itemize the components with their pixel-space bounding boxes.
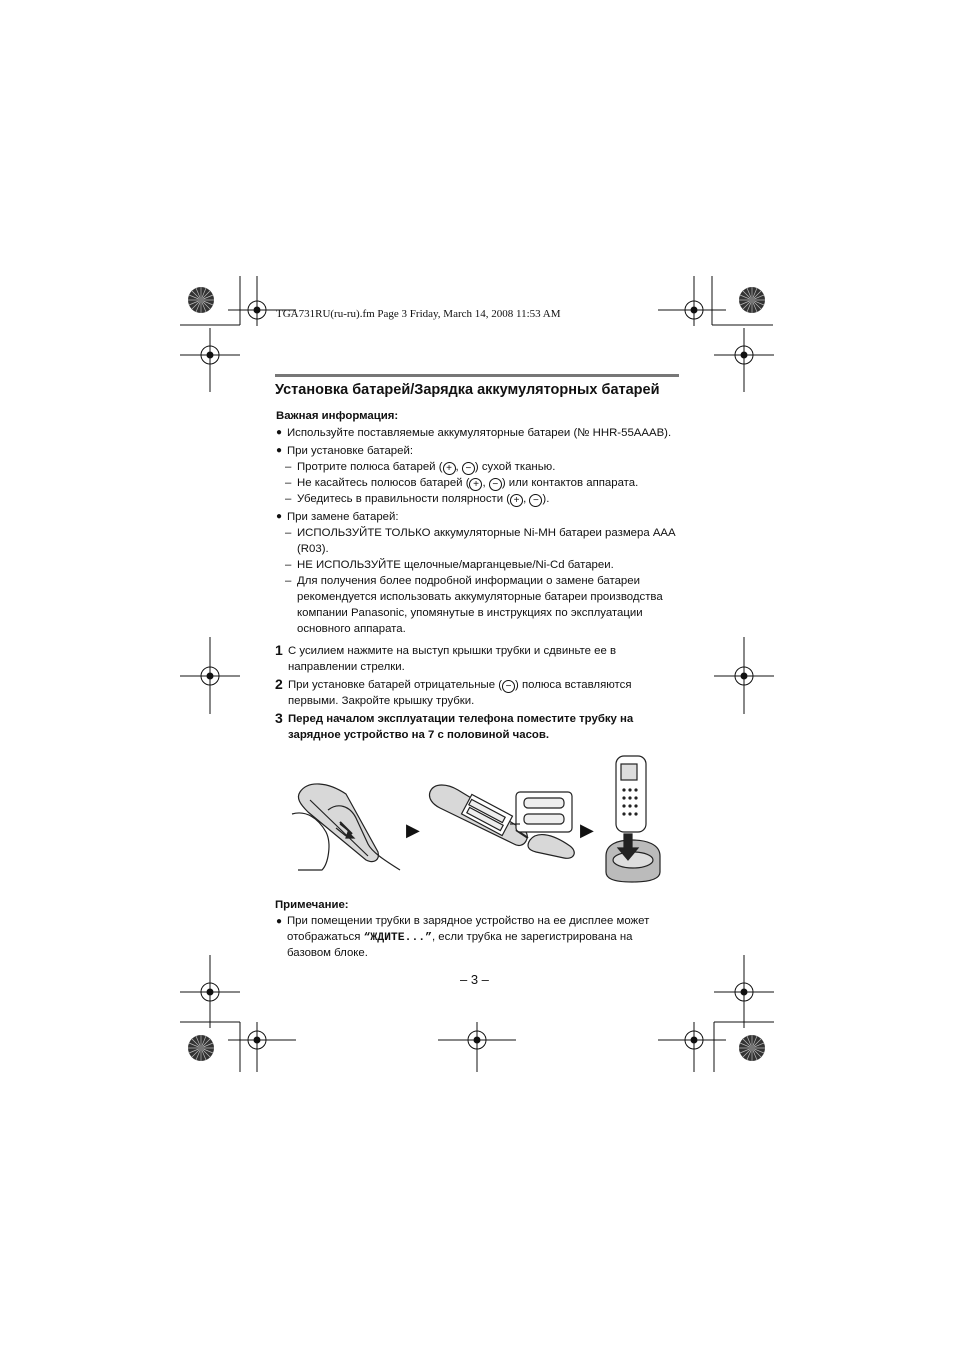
minus-pole-icon: − xyxy=(489,478,502,491)
hand-slide-cover-drawing xyxy=(292,784,400,870)
star-target-icon xyxy=(739,287,765,313)
step-text: первыми. Закройте крышку трубки. xyxy=(288,695,475,707)
note-text: При помещении трубки в зарядное устройство на ее дисплее может xyxy=(287,915,650,927)
sub-text: рекомендуется использовать аккумуляторные батареи производства xyxy=(297,591,663,603)
step-number: 1 xyxy=(275,642,283,658)
important-heading: Важная информация: xyxy=(276,410,399,422)
note-text: базовом блоке. xyxy=(287,947,368,959)
minus-pole-icon: − xyxy=(529,494,542,507)
sub-item xyxy=(297,491,549,507)
step-text-part: ) полюса вставляются xyxy=(515,679,632,691)
plus-pole-icon: + xyxy=(443,462,456,475)
dash-icon: – xyxy=(285,461,292,473)
sub-text: Убедитесь в правильности полярности ( xyxy=(297,493,511,505)
dash-icon: – xyxy=(285,493,292,505)
dash-icon: – xyxy=(285,527,292,539)
note-text xyxy=(287,929,632,946)
dash-icon: – xyxy=(285,575,292,587)
section-rule xyxy=(275,374,679,377)
plus-pole-icon: + xyxy=(510,494,523,507)
step-text: зарядное устройство на 7 с половиной часов. xyxy=(288,729,550,741)
sub-item xyxy=(297,475,638,491)
sub-text: ) сухой тканью. xyxy=(474,461,556,473)
sub-text: , xyxy=(523,493,530,505)
sub-text: ИСПОЛЬЗУЙТЕ ТОЛЬКО аккумуляторные Ni-MH батареи размера AAA xyxy=(297,527,676,539)
page-number: – 3 – xyxy=(460,972,489,987)
sub-text: Для получения более подробной информации о замене батареи xyxy=(297,575,640,587)
dash-icon: – xyxy=(285,559,292,571)
sub-text: Не касайтесь полюсов батарей ( xyxy=(297,477,470,489)
file-info-header: TGA731RU(ru-ru).fm Page 3 Friday, March 14, 2008 11:53 AM xyxy=(276,308,561,320)
insert-batteries-drawing xyxy=(429,785,574,858)
bullet-text: Используйте поставляемые аккумуляторные батареи (№ HHR-55AAAB). xyxy=(287,427,672,439)
bullet-icon: ● xyxy=(276,445,283,456)
step-number: 2 xyxy=(275,676,283,692)
battery-installation-illustration xyxy=(288,752,668,887)
sub-text: Протрите полюса батарей ( xyxy=(297,461,443,473)
bullet-icon: ● xyxy=(276,427,283,438)
step-number: 3 xyxy=(275,710,283,726)
sub-item xyxy=(297,459,555,475)
next-step-arrow-icon: ▶ xyxy=(406,820,420,840)
star-target-icon xyxy=(739,1035,765,1061)
sub-text: (R03). xyxy=(297,543,329,555)
plus-pole-icon: + xyxy=(469,478,482,491)
step-text xyxy=(288,677,632,693)
sub-text: , xyxy=(455,461,462,473)
sub-text: НЕ ИСПОЛЬЗУЙТЕ щелочные/марганцевые/Ni-Cd батареи. xyxy=(297,559,614,571)
bullet-icon: ● xyxy=(276,916,283,927)
step-text: направлении стрелки. xyxy=(288,661,405,673)
bullet-icon: ● xyxy=(276,511,283,522)
note-heading: Примечание: xyxy=(275,899,349,911)
minus-pole-icon: − xyxy=(462,462,475,475)
next-step-arrow-icon: ▶ xyxy=(580,820,594,840)
star-target-icon xyxy=(188,287,214,313)
minus-pole-icon: − xyxy=(502,680,515,693)
sub-text: ) или контактов аппарата. xyxy=(501,477,639,489)
bullet-text: При установке батарей: xyxy=(287,445,413,457)
display-message: “ЖДИТЕ...” xyxy=(363,932,432,944)
step-text: Перед началом эксплуатации телефона поместите трубку на xyxy=(288,713,634,725)
dash-icon: – xyxy=(285,477,292,489)
note-text-part: отображаться xyxy=(287,931,364,943)
sub-text: компании Panasonic, упомянутые в инструкциях по эксплуатации xyxy=(297,607,643,619)
sub-text: основного аппарата. xyxy=(297,623,406,635)
step-text: С усилием нажмите на выступ крышки трубки и сдвиньте ее в xyxy=(288,645,617,657)
sub-text: , xyxy=(482,477,489,489)
sub-text: ). xyxy=(542,493,550,505)
star-target-icon xyxy=(188,1035,214,1061)
handset-on-charger-drawing xyxy=(606,756,660,882)
step-text-part: При установке батарей отрицательные ( xyxy=(288,679,502,691)
section-title: Установка батарей/Зарядка аккумуляторных батарей xyxy=(275,382,660,398)
bullet-text: При замене батарей: xyxy=(287,511,399,523)
note-text-part: , если трубка не зарегистрирована на xyxy=(431,931,633,943)
